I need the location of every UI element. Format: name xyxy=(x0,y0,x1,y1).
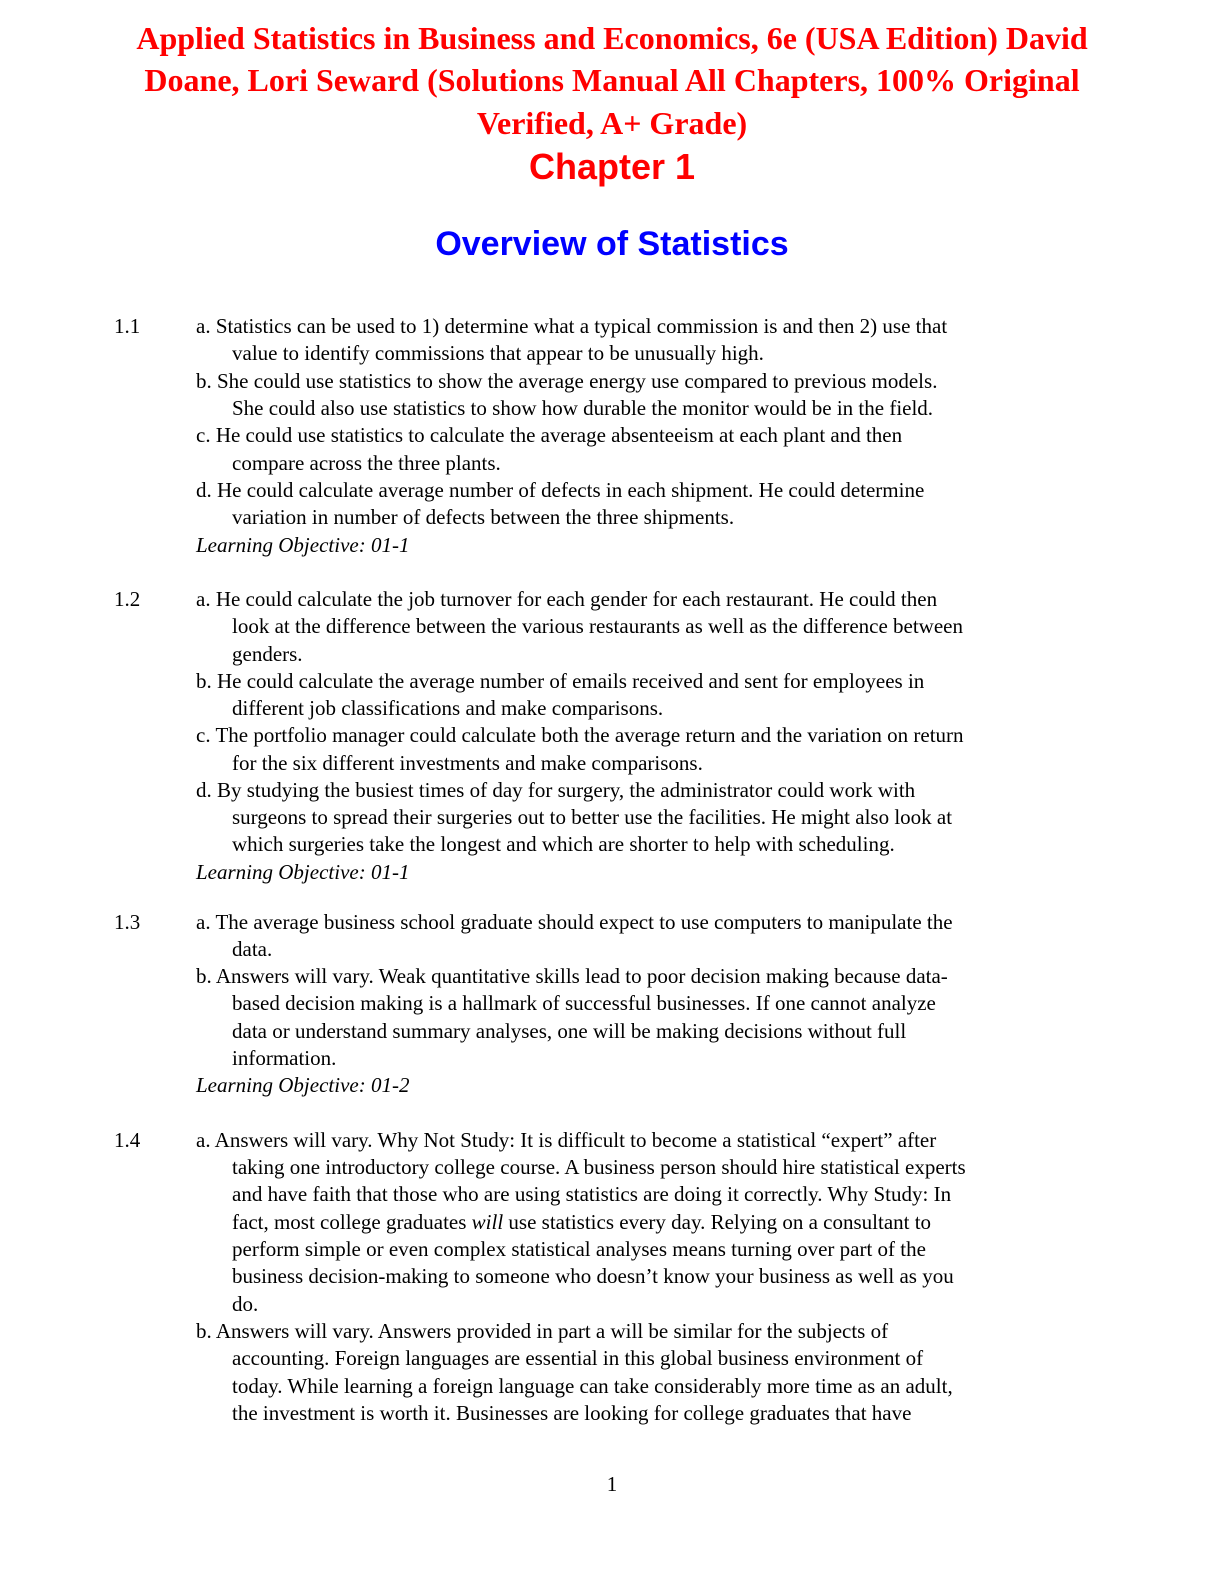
answer-text: use statistics every day. Relying on a consultant to xyxy=(503,1210,932,1234)
answer-line: b. She could use statistics to show the average energy use compared to previous models. xyxy=(196,369,938,393)
answer-line: a. Statistics can be used to 1) determine what a typical commission is and then 2) use that xyxy=(196,314,948,338)
answer-line: based decision making is a hallmark of successful businesses. If one cannot analyze xyxy=(232,991,936,1015)
page-number: 1 xyxy=(606,1472,618,1496)
answer-line: b. He could calculate the average number of emails received and sent for employees in xyxy=(196,669,925,693)
learning-objective: Learning Objective: 01-1 xyxy=(196,860,410,884)
learning-objective: Learning Objective: 01-2 xyxy=(196,1073,410,1097)
problem-number: 1.3 xyxy=(114,910,141,934)
problem-number: 1.4 xyxy=(114,1128,141,1152)
chapter-subtitle: Overview of Statistics xyxy=(435,225,789,263)
document-title-line-3: Verified, A+ Grade) xyxy=(476,105,748,141)
answer-line: surgeons to spread their surgeries out to better use the facilities. He might also look at xyxy=(232,805,953,829)
answer-line: information. xyxy=(232,1046,337,1070)
document-title-line-1: Applied Statistics in Business and Economics, 6e (USA Edition) David xyxy=(136,20,1088,56)
answer-line: d. By studying the busiest times of day for surgery, the administrator could work with xyxy=(196,778,916,802)
answer-line: different job classifications and make comparisons. xyxy=(232,696,664,720)
answer-line: business decision-making to someone who doesn’t know your business as well as you xyxy=(232,1264,954,1288)
answer-line: data. xyxy=(232,937,273,961)
answer-line: look at the difference between the various restaurants as well as the difference between xyxy=(232,614,963,638)
answer-line: do. xyxy=(232,1292,259,1316)
answer-line xyxy=(232,1209,931,1236)
answer-line: a. He could calculate the job turnover for each gender for each restaurant. He could then xyxy=(196,587,938,611)
answer-line: accounting. Foreign languages are essential in this global business environment of xyxy=(232,1346,924,1370)
answer-line: and have faith that those who are using statistics are doing it correctly. Why Study: In xyxy=(232,1182,952,1206)
answer-line: which surgeries take the longest and which are shorter to help with scheduling. xyxy=(232,832,895,856)
answer-line: today. While learning a foreign language can take considerably more time as an adult, xyxy=(232,1374,953,1398)
answer-line: data or understand summary analyses, one will be making decisions without full xyxy=(232,1019,907,1043)
answer-line: taking one introductory college course. A business person should hire statistical experts xyxy=(232,1155,966,1179)
emphasis-text: will xyxy=(471,1210,504,1234)
answer-line: d. He could calculate average number of defects in each shipment. He could determine xyxy=(196,478,925,502)
answer-line: a. The average business school graduate should expect to use computers to manipulate the xyxy=(196,910,953,934)
answer-line: b. Answers will vary. Answers provided in part a will be similar for the subjects of xyxy=(196,1319,889,1343)
learning-objective: Learning Objective: 01-1 xyxy=(196,533,410,557)
answer-line: c. The portfolio manager could calculate both the average return and the variation on return xyxy=(196,723,964,747)
answer-text: fact, most college graduates xyxy=(232,1210,472,1234)
answer-line: compare across the three plants. xyxy=(232,451,501,475)
answer-line: perform simple or even complex statistical analyses means turning over part of the xyxy=(232,1237,926,1261)
answer-line: genders. xyxy=(232,642,303,666)
answer-line: She could also use statistics to show how durable the monitor would be in the field. xyxy=(232,396,934,420)
answer-line: c. He could use statistics to calculate the average absenteeism at each plant and then xyxy=(196,423,903,447)
answer-line: variation in number of defects between the three shipments. xyxy=(232,505,735,529)
problem-number: 1.1 xyxy=(114,314,141,338)
answer-line: a. Answers will vary. Why Not Study: It is difficult to become a statistical “expert” after xyxy=(196,1128,937,1152)
answer-line: for the six different investments and make comparisons. xyxy=(232,751,703,775)
answer-line: value to identify commissions that appear to be unusually high. xyxy=(232,341,764,365)
chapter-heading: Chapter 1 xyxy=(528,146,696,187)
answer-line: the investment is worth it. Businesses are looking for college graduates that have xyxy=(232,1401,912,1425)
answer-line: b. Answers will vary. Weak quantitative skills lead to poor decision making because data- xyxy=(196,964,948,988)
document-title-line-2: Doane, Lori Seward (Solutions Manual All Chapters, 100% Original xyxy=(144,62,1080,98)
problem-number: 1.2 xyxy=(114,587,141,611)
